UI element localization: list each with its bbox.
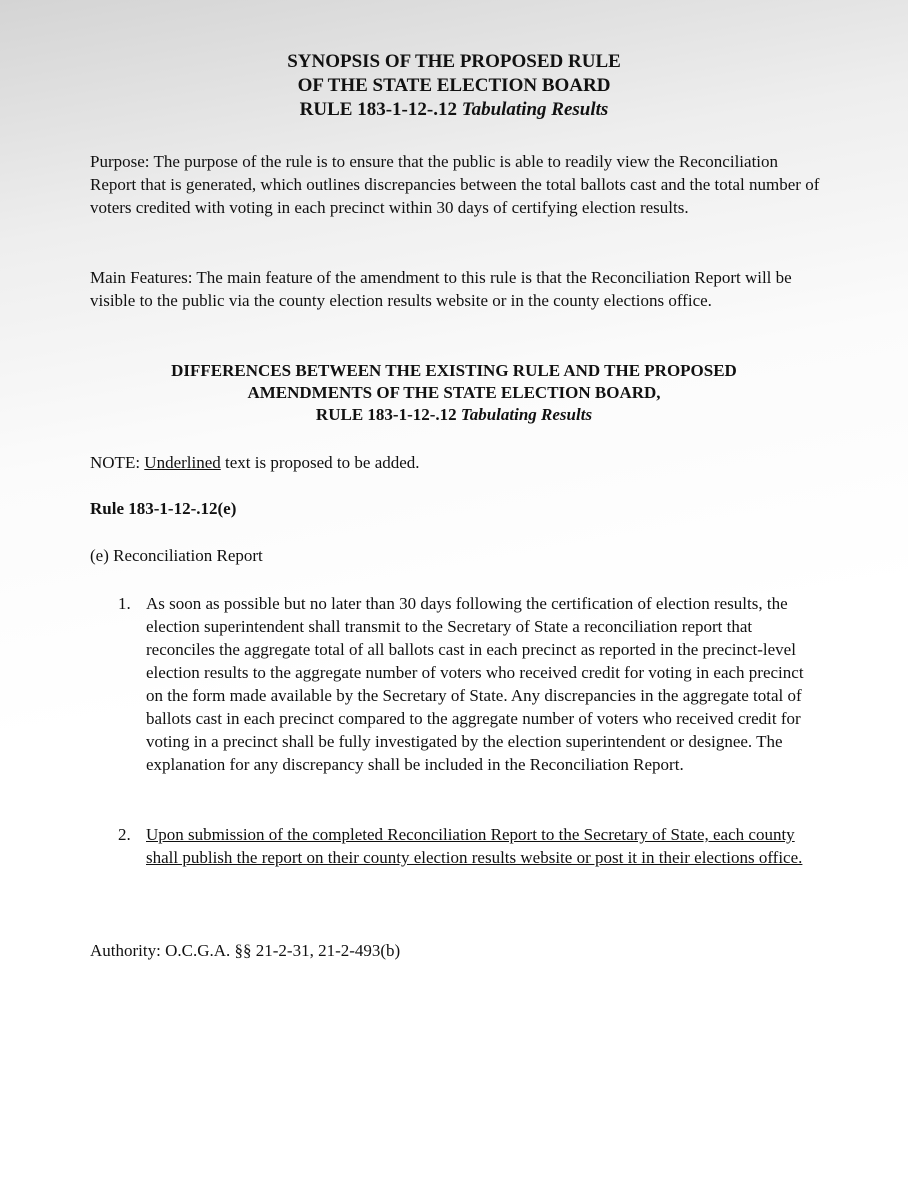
synopsis-rule-number: RULE 183-1-12-.12	[299, 99, 462, 120]
synopsis-title-line-2: OF THE STATE ELECTION BOARD	[297, 75, 611, 96]
section-label: (e) Reconciliation Report	[90, 546, 263, 565]
note-suffix: text is proposed to be added.	[220, 453, 420, 472]
list-item-2-number: 2.	[118, 825, 131, 844]
differences-title-line-2: AMENDMENTS OF THE STATE ELECTION BOARD,	[247, 383, 661, 402]
differences-title-line-1: DIFFERENCES BETWEEN THE EXISTING RULE AND THE PROPOSED	[171, 361, 737, 380]
differences-rule-number: RULE 183-1-12-.12	[315, 405, 461, 424]
rule-label: Rule 183-1-12-.12(e)	[90, 499, 237, 518]
differences-rule-name: Tabulating Results	[460, 405, 593, 424]
list-item-2	[90, 823, 820, 869]
synopsis-title-line-3	[0, 98, 908, 122]
note-underlined-word: Underlined	[144, 453, 221, 472]
synopsis-title-line-1: SYNOPSIS OF THE PROPOSED RULE	[287, 51, 621, 72]
list-item-2-text: Upon submission of the completed Reconciliation Report to the Secretary of State, each county shall publish the report on their county election results website or post it in their elections office.	[146, 825, 803, 867]
differences-title	[0, 360, 908, 426]
synopsis-rule-name: Tabulating Results	[461, 99, 609, 120]
differences-title-line-3	[0, 404, 908, 426]
purpose-paragraph: Purpose: The purpose of the rule is to ensure that the public is able to readily view the Reconciliation Report that is generated, which outlines discrepancies between the total ballots cast and the total number of voters credited with voting in each precinct within 30 days of certifying election results.	[90, 152, 820, 217]
main-features-paragraph: Main Features: The main feature of the amendment to this rule is that the Reconciliation Report will be visible to the public via the county election results website or in the county elections office.	[90, 268, 792, 310]
list-item-1-number: 1.	[118, 594, 131, 613]
authority-citation: Authority: O.C.G.A. §§ 21-2-31, 21-2-493(b)	[90, 941, 401, 960]
list-item-1	[90, 592, 820, 776]
list-item-1-text: As soon as possible but no later than 30 days following the certification of election results, the election superintendent shall transmit to the Secretary of State a reconciliation report that reconciles the aggregate total of all ballots cast in each precinct as reported in the precinct-level election results to the aggregate number of voters who received credit for voting in each precinct on the form made available by the Secretary of State. Any discrepancies in the aggregate total of ballots cast in each precinct compared to the aggregate number of voters who received credit for voting in a precinct shall be fully investigated by the election superintendent or designee. The explanation for any discrepancy shall be included in the Reconciliation Report.	[146, 594, 804, 774]
synopsis-title	[0, 50, 908, 122]
note-prefix: NOTE:	[90, 453, 145, 472]
note-paragraph	[90, 451, 820, 474]
